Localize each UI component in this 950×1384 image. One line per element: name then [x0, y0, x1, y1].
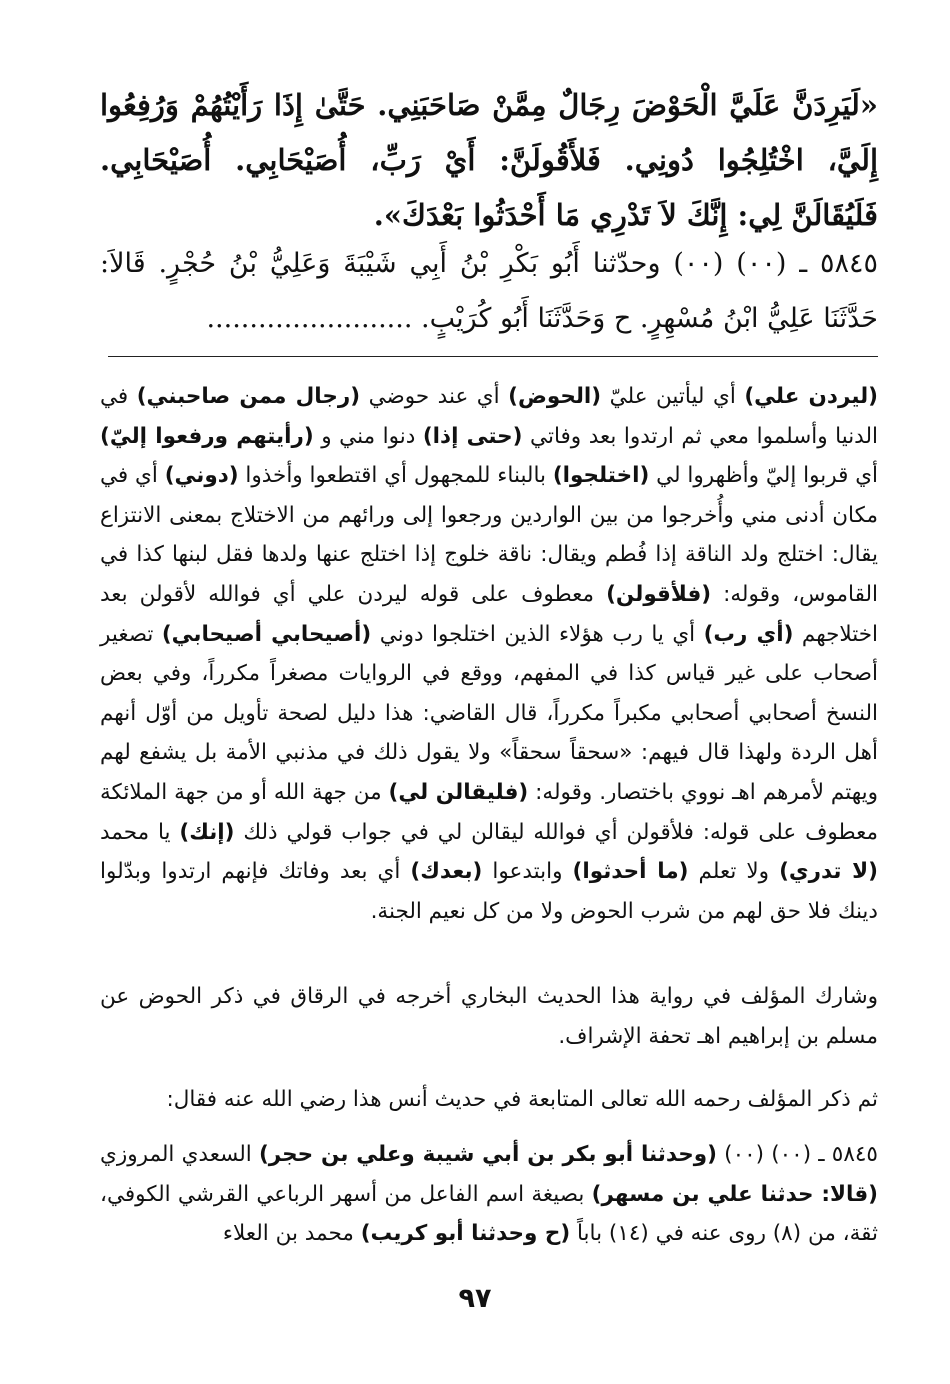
commentary-paragraph-4: ٥٨٤٥ ـ (٠٠) (٠٠) (وحدثنا أبو بكر بن أبي شيبة وعلي بن حجر) السعدي المروزي (قالا: حدثنا علي بن مسهر) بصيغة اسم الفاعل من أسهر الرباعي القرشي الكوفي، ثقة، من (٨) روى عنه في (١٤) باباً (ح وحدثنا أبو كريب) محمد بن العلاء — [100, 1142, 878, 1247]
commentary-keyword: (ليردن علي) — [744, 384, 878, 409]
commentary-paragraph-2: وشارك المؤلف في رواية هذا الحديث البخاري أخرجه في الرقاق في ذكر الحوض عن مسلم بن إبراهيم اهـ تحفة الإشراف. — [100, 984, 878, 1049]
commentary-keyword: (لا تدري) — [779, 859, 879, 885]
commentary-keyword: (وحدثنا أبو بكر بن أبي شيبة وعلي بن حجر) — [258, 1142, 717, 1167]
commentary-keyword: (قالا: حدثنا علي بن مسهر) — [591, 1181, 878, 1207]
commentary-paragraph-3: ثم ذكر المؤلف رحمه الله تعالى المتابعة في حديث أنس هذا رضي الله عنه فقال: — [166, 1087, 878, 1112]
narration-chain: ٥٨٤٥ ـ (٠٠) (٠٠) وحدّثنا أَبُو بَكْرِ بْنُ أَبِي شَيْبَةَ وَعَلِيُّ بْنُ حُجْرٍ. قَالاَ: حَدَّثَنَا عَلِيُّ ابْنُ مُسْهِرٍ. ح وَحَدَّثَنَا أَبُو كُرَيْبٍ. ........................ — [100, 248, 879, 334]
commentary-keyword: (فلأقولن) — [606, 581, 712, 607]
commentary-keyword: (رجال ممن صاحبني) — [136, 384, 361, 409]
commentary-keyword: (رأيتهم ورفعوا إليّ) — [100, 423, 314, 449]
commentary-keyword: (أي رب) — [703, 621, 794, 647]
commentary-keyword: (ما أحدثوا) — [572, 859, 689, 885]
commentary-keyword: (بعدك) — [410, 859, 483, 885]
commentary-keyword: (الحوض) — [508, 384, 602, 409]
separator-line — [108, 356, 878, 357]
commentary-keyword: (دوني) — [164, 463, 239, 489]
commentary-keyword: (اختلجوا) — [552, 463, 650, 489]
commentary-keyword: (حتى إذا) — [422, 423, 523, 449]
commentary-keyword: (إنك) — [179, 819, 235, 845]
commentary-paragraph-1: (ليردن علي) أي ليأتين عليّ (الحوض) أي عند حوضي (رجال ممن صاحبني) في الدنيا وأسلموا معي ثم ارتدوا بعد وفاتي (حتى إذا) دنوا مني و (رأيتهم ورفعوا إليّ) أي قربوا إليّ وأظهروا لي (اختلجوا) بالبناء للمجهول أي اقتطعوا وأخذوا (دوني) أي في مكان أدنى مني وأُخرجوا من بين الواردين ورجعوا إلى ورائهم من الاختلاج بمعنى الانتزاع يقال: اختلج ولد الناقة إذا فُطم ويقال: ناقة خلوج إذا اختلج عنها ولدها فقل لبنها كذا في القاموس، وقوله: (فلأقولن) معطوف على قوله ليردن علي أي فوالله لأقولن بعد اختلاجهم (أي رب) أي يا رب هؤلاء الذين اختلجوا دوني (أصيحابي أصيحابي) تصغير أصحاب على غير قياس كذا في المفهم، ووقع في الروايات مصغراً مكرراً، وفي بعض النسخ أصحابي أصحابي مكبراً مكرراً، قال القاضي: هذا دليل لصحة تأويل من أوّل أنهم أهل الردة ولهذا قال فيهم: «سحقاً سحقاً» ولا يقول ذلك في مذنبي الأمة بل يشفع لهم ويهتم لأمرهم اهـ نووي باختصار. وقوله: (فليقالن لي) من جهة الله أو من جهة الملائكة معطوف على قوله: فلأقولن أي فوالله ليقالن لي في جواب قولي ذلك (إنك) يا محمد (لا تدري) ولا تعلم (ما أحدثوا) وابتدعوا (بعدك) أي بعد وفاتك فإنهم ارتدوا وبدّلوا دينك فلا حق لهم من شرب الحوض ولا من كل نعيم الجنة. — [100, 384, 879, 924]
commentary-keyword: (ح وحدثنا أبو كريب) — [360, 1221, 571, 1247]
commentary-keyword: (فليقالن لي) — [388, 779, 529, 805]
commentary-keyword: (أصيحابي أصيحابي) — [161, 621, 372, 647]
page-number: ٩٧ — [458, 1283, 492, 1314]
hadith-text: «لَيَرِدَنَّ عَلَيَّ الْحَوْضَ رِجَالٌ مِمَّنْ صَاحَبَنِي. حَتَّىٰ إِذَا رَأَيْتُهُمْ وَرُفِعُوا إِلَيَّ، اخْتُلِجُوا دُونِي. فَلأَقُولَنَّ: أَيْ رَبِّ، أُصَيْحَابِي. أُصَيْحَابِي. فَلَيُقَالَنَّ لِي: إِنَّكَ لاَ تَدْرِي مَا أَحْدَثُوا بَعْدَكَ». — [100, 88, 878, 232]
